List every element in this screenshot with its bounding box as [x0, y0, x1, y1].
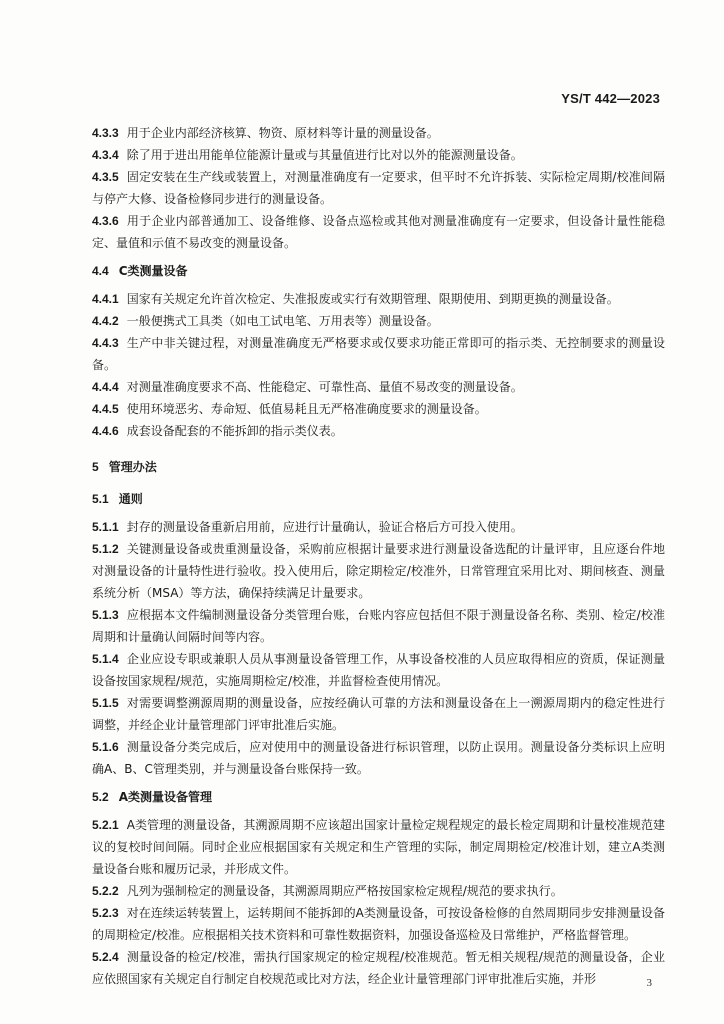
section-number: 5.1: [92, 492, 109, 506]
clause-number: 4.4.2: [92, 314, 119, 328]
clause-text: 凡列为强制检定的测量设备，其溯源周期应严格按国家检定规程/规范的要求执行。: [126, 884, 563, 898]
clause-number: 4.4.4: [92, 380, 119, 394]
clause-5-1-1: [92, 516, 665, 538]
page-number: 3: [646, 977, 652, 989]
clause-5-1-3: [92, 604, 665, 648]
clause-4-4-3: [92, 332, 665, 376]
clause-number: 5.1.2: [92, 542, 119, 556]
clause-5-2-1: [92, 814, 665, 880]
clause-text: 测量设备分类完成后，应对使用中的测量设备进行标识管理，以防止误用。测量设备分类标识上应明确A、B、C管理类别，并与测量设备台账保持一致。: [92, 740, 665, 776]
clause-text: 使用环境恶劣、寿命短、低值易耗且无严格准确度要求的测量设备。: [126, 402, 487, 416]
clause-text: 除了用于进出用能单位能源计量或与其量值进行比对以外的能源测量设备。: [126, 148, 523, 162]
clause-5-2-3: [92, 902, 665, 946]
clause-4-4-6: [92, 420, 665, 442]
section-title: A类测量设备管理: [118, 790, 212, 804]
clause-number: 4.4.3: [92, 336, 119, 350]
chapter-heading-5: [92, 456, 665, 478]
clause-number: 5.2.4: [92, 950, 119, 964]
chapter-number: 5: [92, 460, 99, 474]
section-number: 4.4: [92, 264, 109, 278]
clause-5-1-6: [92, 736, 665, 780]
clause-number: 5.2.1: [92, 818, 119, 832]
clause-number: 5.1.6: [92, 740, 119, 754]
clause-5-2-2: [92, 880, 665, 902]
clause-5-2-4: [92, 946, 665, 990]
clause-text: 对测量准确度要求不高、性能稳定、可靠性高、量值不易改变的测量设备。: [126, 380, 523, 394]
clause-text: A类管理的测量设备，其溯源周期不应该超出国家计量检定规程规定的最长检定周期和计量校准规范建议的复校时间间隔。同时企业应根据国家有关规定和生产管理的实际，制定周期检定/校准计划，建立A类测量设备台账和履历记录，并形成文件。: [92, 818, 665, 876]
clause-4-3-4: [92, 144, 665, 166]
clause-text: 用于企业内部经济核算、物资、原材料等计量的测量设备。: [126, 126, 439, 140]
clause-number: 5.1.4: [92, 652, 119, 666]
clause-number: 4.3.5: [92, 170, 119, 184]
clause-number: 4.3.4: [92, 148, 119, 162]
clause-number: 5.1.1: [92, 520, 119, 534]
clause-text: 对在连续运转装置上，运转期间不能拆卸的A类测量设备，可按设备检修的自然周期同步安排测量设备的周期检定/校准。应根据相关技术资料和可靠性数据资料，加强设备巡检及日常维护，严格监督管理。: [92, 906, 665, 942]
section-number: 5.2: [92, 790, 109, 804]
clause-number: 4.4.1: [92, 292, 119, 306]
section-heading-5-1: [92, 488, 665, 510]
clause-5-1-5: [92, 692, 665, 736]
clause-4-4-2: [92, 310, 665, 332]
section-title: 通则: [118, 492, 143, 506]
clause-text: 固定安装在生产线或装置上，对测量准确度有一定要求，但平时不允许拆装、实际检定周期/校准间隔与停产大修、设备检修同步进行的测量设备。: [92, 170, 665, 206]
clause-4-3-6: [92, 210, 665, 254]
clause-text: 测量设备的检定/校准，需执行国家规定的检定规程/校准规范。暂无相关规程/规范的测量设备，企业应依照国家有关规定自行制定自校规范或比对方法，经企业计量管理部门评审批准后实施，并形: [92, 950, 665, 986]
clause-number: 5.2.2: [92, 884, 119, 898]
clause-5-1-4: [92, 648, 665, 692]
clause-text: 企业应设专职或兼职人员从事测量设备管理工作，从事设备校准的人员应取得相应的资质，保证测量设备按国家规程/规范，实施周期检定/校准，并监督检查使用情况。: [92, 652, 665, 688]
clause-number: 5.1.3: [92, 608, 119, 622]
chapter-title: 管理办法: [108, 460, 157, 474]
section-heading-5-2: [92, 786, 665, 808]
section-title: C类测量设备: [118, 264, 188, 278]
clause-text: 用于企业内部普通加工、设备维修、设备点巡检或其他对测量准确度有一定要求，但设备计量性能稳定、量值和示值不易改变的测量设备。: [92, 214, 665, 250]
clause-text: 一般便携式工具类（如电工试电笔、万用表等）测量设备。: [126, 314, 439, 328]
clause-text: 关键测量设备或贵重测量设备，采购前应根据计量要求进行测量设备选配的计量评审，且应逐台件地对测量设备的计量特性进行验收。投入使用后，除定期检定/校准外，日常管理宜采用比对、期间核查、测量系统分析（MSA）等方法，确保持续满足计量要求。: [92, 542, 665, 600]
clause-text: 成套设备配套的不能拆卸的指示类仪表。: [126, 424, 343, 438]
clause-number: 4.4.5: [92, 402, 119, 416]
clause-text: 国家有关规定允许首次检定、失准报废或实行有效期管理、限期使用、到期更换的测量设备。: [126, 292, 619, 306]
clause-text: 应根据本文件编制测量设备分类管理台账，台账内容应包括但不限于测量设备名称、类别、检定/校准周期和计量确认间隔时间等内容。: [92, 608, 665, 644]
clause-number: 4.3.6: [92, 214, 119, 228]
clause-number: 5.2.3: [92, 906, 119, 920]
clause-5-1-2: [92, 538, 665, 604]
clause-text: 生产中非关键过程，对测量准确度无严格要求或仅要求功能正常即可的指示类、无控制要求的测量设备。: [92, 336, 665, 372]
document-body: [92, 122, 665, 990]
section-heading-4-4: [92, 260, 665, 282]
clause-4-4-1: [92, 288, 665, 310]
clause-4-3-5: [92, 166, 665, 210]
standard-code: YS/T 442—2023: [561, 91, 660, 106]
clause-number: 5.1.5: [92, 696, 119, 710]
clause-number: 4.3.3: [92, 126, 119, 140]
clause-text: 对需要调整溯源周期的测量设备，应按经确认可靠的方法和测量设备在上一溯源周期内的稳定性进行调整，并经企业计量管理部门评审批准后实施。: [92, 696, 665, 732]
clause-number: 4.4.6: [92, 424, 119, 438]
clause-text: 封存的测量设备重新启用前，应进行计量确认，验证合格后方可投入使用。: [126, 520, 523, 534]
clause-4-4-4: [92, 376, 665, 398]
clause-4-3-3: [92, 122, 665, 144]
clause-4-4-5: [92, 398, 665, 420]
